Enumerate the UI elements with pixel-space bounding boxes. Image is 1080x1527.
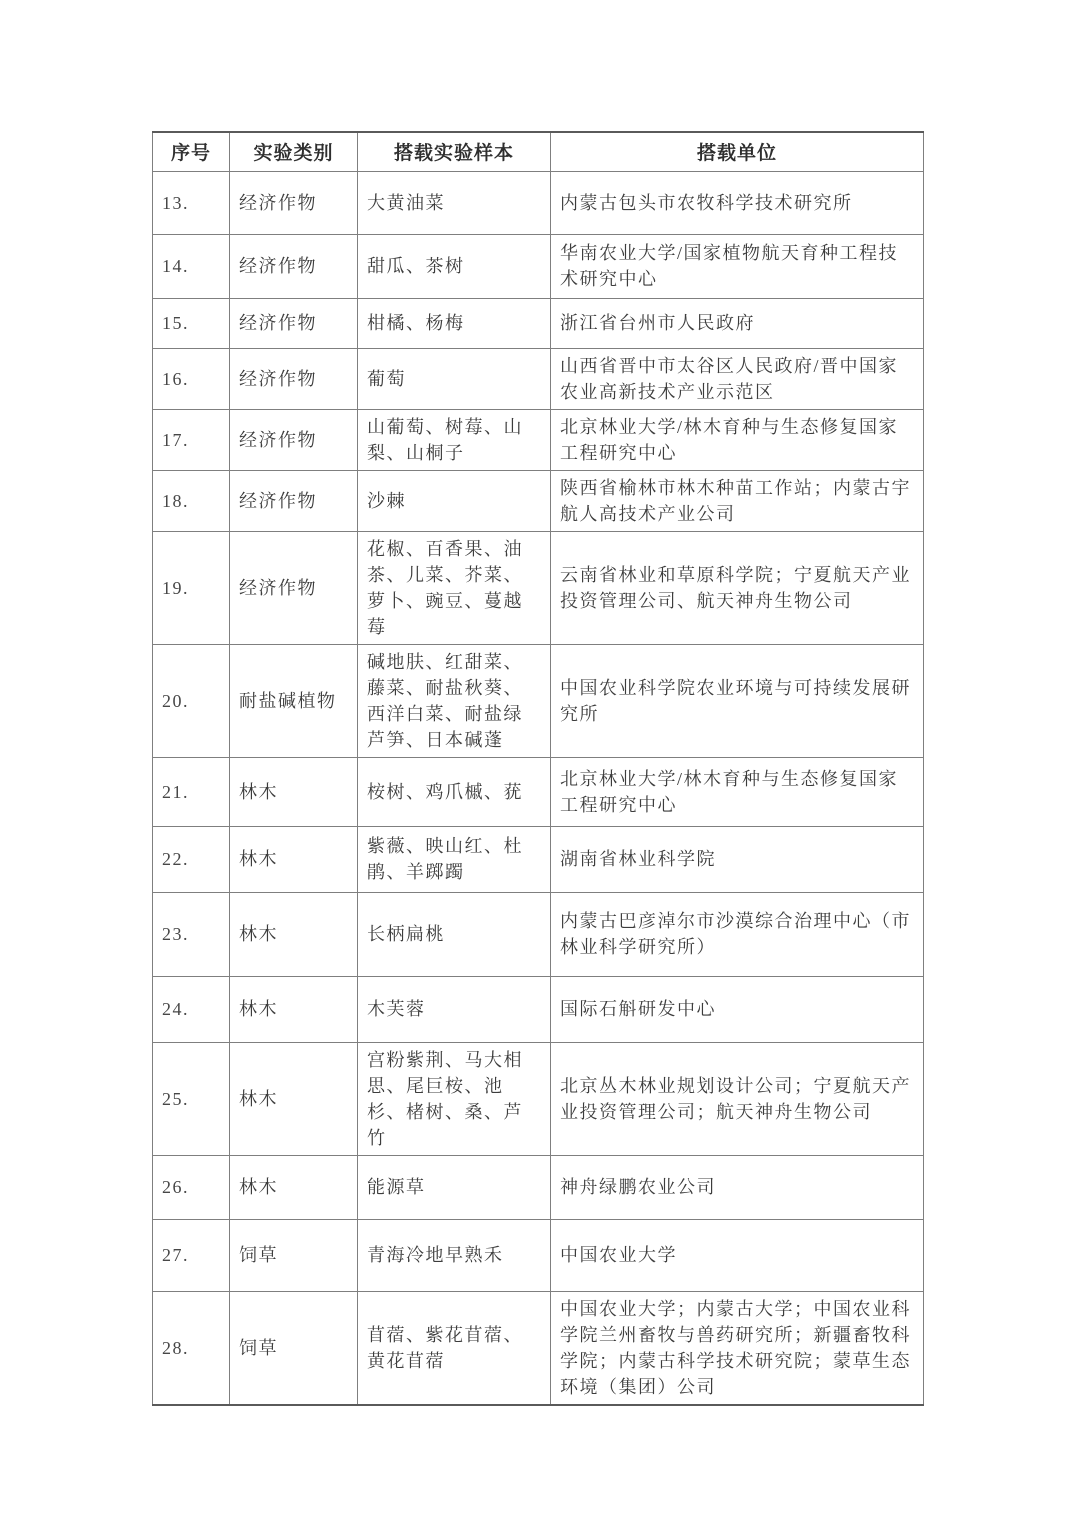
row-category: 经济作物 <box>230 171 358 234</box>
row-unit: 湖南省林业科学院 <box>551 826 924 892</box>
row-category: 林木 <box>230 1155 358 1219</box>
table-row <box>153 531 924 644</box>
row-unit: 内蒙古巴彦淖尔市沙漠综合治理中心（市林业科学研究所） <box>551 892 924 976</box>
row-number: 14. <box>153 234 230 298</box>
row-category: 经济作物 <box>230 531 358 644</box>
col-header-index: 序号 <box>153 132 230 171</box>
row-number: 21. <box>153 757 230 826</box>
table-row <box>153 1219 924 1291</box>
row-sample: 木芙蓉 <box>358 976 551 1042</box>
row-sample: 苜蓿、紫花苜蓿、黄花苜蓿 <box>358 1291 551 1405</box>
table-row <box>153 348 924 409</box>
row-sample: 大黄油菜 <box>358 171 551 234</box>
row-category: 饲草 <box>230 1219 358 1291</box>
row-unit: 内蒙古包头市农牧科学技术研究所 <box>551 171 924 234</box>
row-category: 林木 <box>230 1042 358 1155</box>
row-sample: 长柄扁桃 <box>358 892 551 976</box>
row-category: 经济作物 <box>230 470 358 531</box>
row-unit: 北京林业大学/林木育种与生态修复国家工程研究中心 <box>551 757 924 826</box>
row-sample: 柑橘、杨梅 <box>358 298 551 348</box>
row-category: 经济作物 <box>230 234 358 298</box>
row-number: 17. <box>153 409 230 470</box>
table-row <box>153 1042 924 1155</box>
row-unit: 云南省林业和草原科学院；宁夏航天产业投资管理公司、航天神舟生物公司 <box>551 531 924 644</box>
row-number: 13. <box>153 171 230 234</box>
row-category: 林木 <box>230 976 358 1042</box>
row-category: 饲草 <box>230 1291 358 1405</box>
row-number: 26. <box>153 1155 230 1219</box>
row-number: 25. <box>153 1042 230 1155</box>
row-number: 28. <box>153 1291 230 1405</box>
row-number: 18. <box>153 470 230 531</box>
table-row <box>153 826 924 892</box>
table-row <box>153 757 924 826</box>
row-sample: 青海冷地早熟禾 <box>358 1219 551 1291</box>
row-number: 16. <box>153 348 230 409</box>
table-row <box>153 298 924 348</box>
row-unit: 国际石斛研发中心 <box>551 976 924 1042</box>
row-number: 19. <box>153 531 230 644</box>
row-unit: 山西省晋中市太谷区人民政府/晋中国家农业高新技术产业示范区 <box>551 348 924 409</box>
row-number: 23. <box>153 892 230 976</box>
row-unit: 浙江省台州市人民政府 <box>551 298 924 348</box>
table-row <box>153 171 924 234</box>
table-row <box>153 1291 924 1405</box>
row-category: 林木 <box>230 757 358 826</box>
table-row <box>153 234 924 298</box>
table-row <box>153 409 924 470</box>
table-row <box>153 1155 924 1219</box>
table-row <box>153 644 924 757</box>
row-category: 林木 <box>230 826 358 892</box>
table-header-row <box>153 132 924 171</box>
row-sample: 紫薇、映山红、杜鹃、羊踯躅 <box>358 826 551 892</box>
row-category: 林木 <box>230 892 358 976</box>
table-row <box>153 470 924 531</box>
row-category: 经济作物 <box>230 298 358 348</box>
row-sample: 能源草 <box>358 1155 551 1219</box>
table-row <box>153 892 924 976</box>
row-category: 耐盐碱植物 <box>230 644 358 757</box>
row-unit: 北京林业大学/林木育种与生态修复国家工程研究中心 <box>551 409 924 470</box>
row-number: 24. <box>153 976 230 1042</box>
col-header-sample: 搭载实验样本 <box>358 132 551 171</box>
row-number: 20. <box>153 644 230 757</box>
row-sample: 碱地肤、红甜菜、藤菜、耐盐秋葵、西洋白菜、耐盐绿芦笋、日本碱蓬 <box>358 644 551 757</box>
row-unit: 华南农业大学/国家植物航天育种工程技术研究中心 <box>551 234 924 298</box>
row-sample: 宫粉紫荆、马大相思、尾巨桉、池杉、楮树、桑、芦竹 <box>358 1042 551 1155</box>
row-sample: 山葡萄、树莓、山梨、山桐子 <box>358 409 551 470</box>
row-sample: 桉树、鸡爪槭、莸 <box>358 757 551 826</box>
row-unit: 陕西省榆林市林木种苗工作站；内蒙古宇航人高技术产业公司 <box>551 470 924 531</box>
row-number: 27. <box>153 1219 230 1291</box>
row-unit: 中国农业科学院农业环境与可持续发展研究所 <box>551 644 924 757</box>
row-sample: 葡萄 <box>358 348 551 409</box>
row-sample: 沙棘 <box>358 470 551 531</box>
col-header-unit: 搭载单位 <box>551 132 924 171</box>
row-number: 15. <box>153 298 230 348</box>
payload-table <box>152 131 924 1406</box>
row-unit: 神舟绿鹏农业公司 <box>551 1155 924 1219</box>
row-unit: 中国农业大学 <box>551 1219 924 1291</box>
row-category: 经济作物 <box>230 409 358 470</box>
row-number: 22. <box>153 826 230 892</box>
table-row <box>153 976 924 1042</box>
row-sample: 甜瓜、茶树 <box>358 234 551 298</box>
row-sample: 花椒、百香果、油茶、儿菜、芥菜、萝卜、豌豆、蔓越莓 <box>358 531 551 644</box>
row-unit: 北京丛木林业规划设计公司；宁夏航天产业投资管理公司；航天神舟生物公司 <box>551 1042 924 1155</box>
col-header-category: 实验类别 <box>230 132 358 171</box>
row-category: 经济作物 <box>230 348 358 409</box>
row-unit: 中国农业大学；内蒙古大学；中国农业科学院兰州畜牧与兽药研究所；新疆畜牧科学院；内蒙古科学技术研究院；蒙草生态环境（集团）公司 <box>551 1291 924 1405</box>
table-body <box>153 171 924 1405</box>
